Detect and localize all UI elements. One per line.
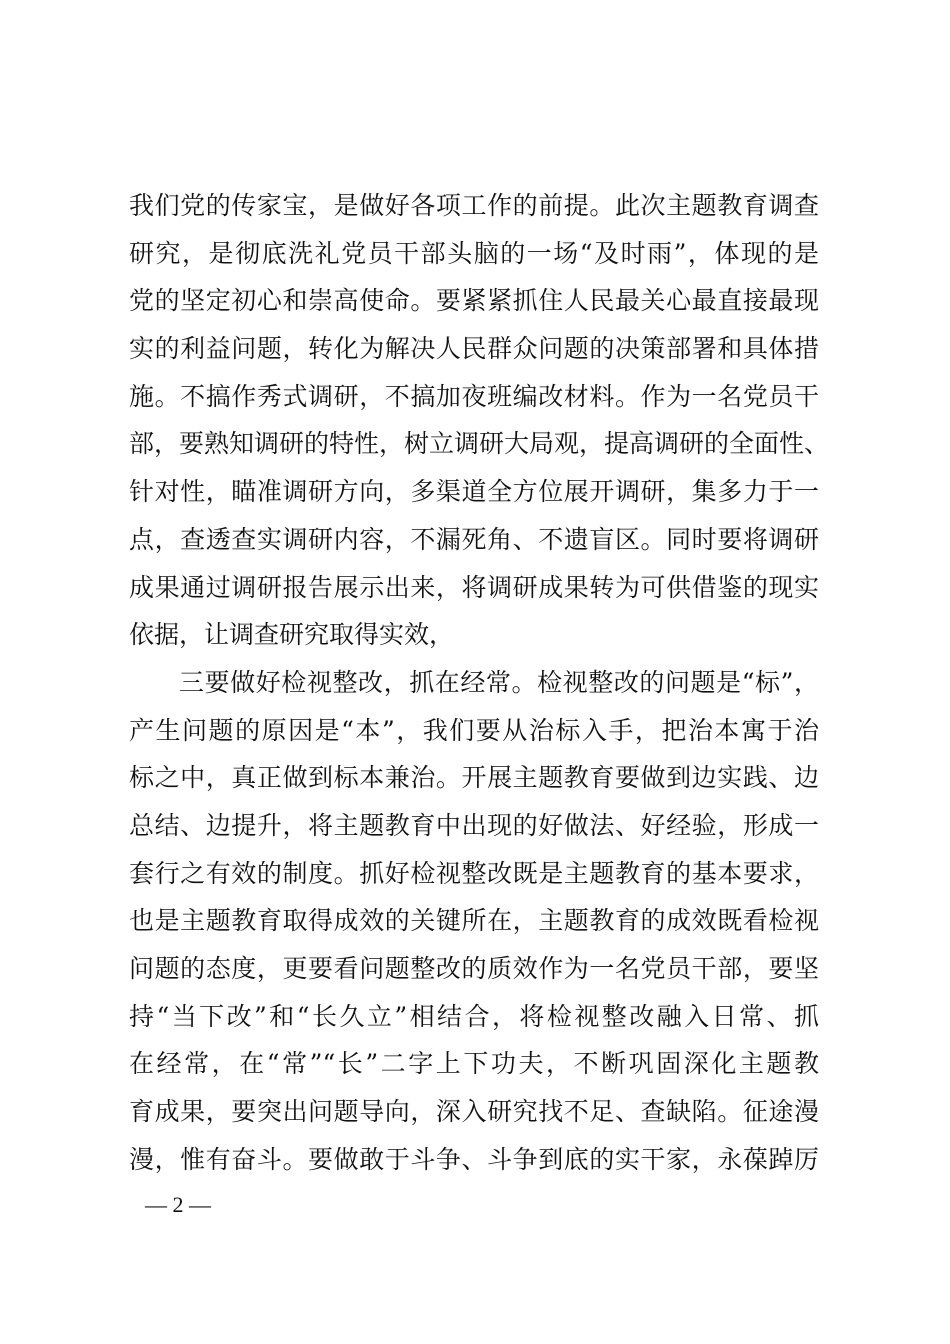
text-line: 实的利益问题，转化为解决人民群众问题的决策部署和具体措 (129, 334, 819, 364)
text-line: 总结、边提升，将主题教育中出现的好做法、好经验，形成一 (129, 810, 819, 840)
text-line: 漫，惟有奋斗。要做敢于斗争、斗争到底的实干家，永葆踔厉 (129, 1144, 819, 1174)
text-line: 产生问题的原因是“本”，我们要从治标入手，把治本寓于治 (129, 715, 819, 745)
text-line: 点，查透查实调研内容，不漏死角、不遗盲区。同时要将调研 (129, 524, 819, 554)
text-line: 问题的态度，更要看问题整改的质效作为一名党员干部，要坚 (129, 954, 819, 983)
text-line: 部，要熟知调研的特性，树立调研大局观，提高调研的全面性、 (129, 429, 830, 459)
text-line: 成果通过调研报告展示出来，将调研成果转为可供借鉴的现实 (129, 572, 819, 602)
text-line: 我们党的传家宝，是做好各项工作的前提。此次主题教育调查 (129, 191, 819, 220)
paragraph-2 (129, 659, 819, 1184)
text-line: 套行之有效的制度。抓好检视整改既是主题教育的基本要求， (129, 858, 819, 888)
text-line: 也是主题教育取得成效的关键所在，主题教育的成效既看检视 (129, 906, 819, 936)
text-line: 三要做好检视整改，抓在经常。检视整改的问题是“标”， (179, 667, 819, 697)
text-line: 在经常，在“常”“长”二字上下功夫，不断巩固深化主题教 (129, 1049, 819, 1079)
text-line: 标之中，真正做到标本兼治。开展主题教育要做到边实践、边 (129, 763, 819, 793)
text-line: 依据，让调查研究取得实效， (129, 620, 455, 650)
text-line: 施。不搞作秀式调研，不搞加夜班编改材料。作为一名党员干 (129, 381, 819, 411)
text-line: 针对性，瞄准调研方向，多渠道全方位展开调研，集多力于一 (129, 477, 819, 507)
text-line: 研究，是彻底洗礼党员干部头脑的一场“及时雨”，体现的是 (129, 238, 819, 268)
body-text (129, 182, 830, 1183)
text-line: 党的坚定初心和崇高使命。要紧紧抓住人民最关心最直接最现 (129, 286, 819, 316)
page-number: — 2 — (145, 1192, 211, 1217)
text-line: 育成果，要突出问题导向，深入研究找不足、查缺陷。征途漫 (129, 1097, 819, 1127)
paragraph-1 (129, 182, 830, 659)
text-line: 持“当下改”和“长久立”相结合，将检视整改融入日常、抓 (129, 1001, 819, 1031)
